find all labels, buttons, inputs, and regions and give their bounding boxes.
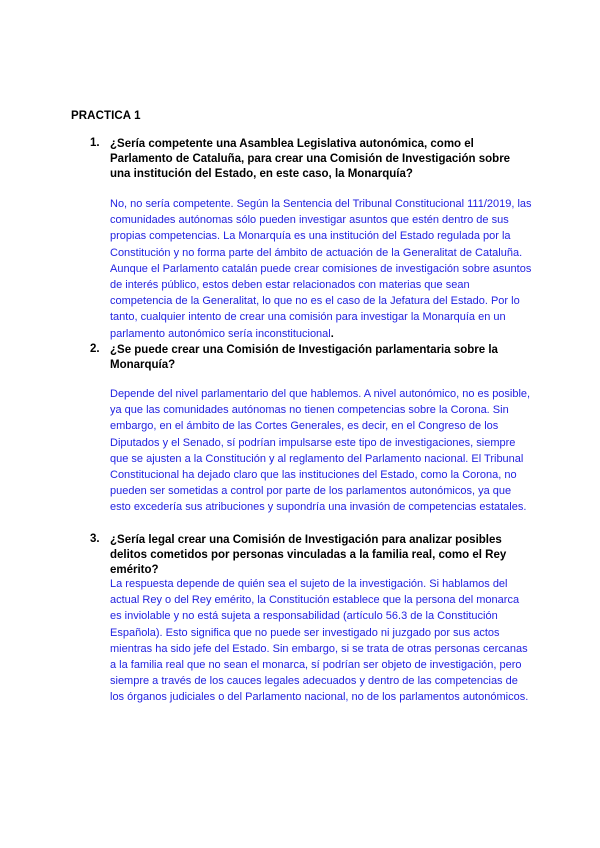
question-number: 1. <box>90 137 100 149</box>
answer-final-period: . <box>330 327 334 340</box>
page-title: PRACTICA 1 <box>71 110 141 122</box>
question-text: ¿Sería legal crear una Comisión de Investigación para analizar posibles delitos cometidos por personas vinculadas a la familia real, como el Rey emérito? <box>110 534 507 577</box>
answer-body: Depende del nivel parlamentario del que hablemos. A nivel autonómico, no es posible, ya que las comunidades autónomas no tienen competencias sobre la Corona. Sin embargo, en el ámbito de las Cortes Generales, es decir, en el Congreso de los Diputados y el Senado, sí podrían impulsarse este tipo de investigaciones, siempre que se ajusten a la Constitución y al reglamento del Parlamento nacional. El Tribunal Constitucional ha dejado claro que las instituciones del Estado, como la Corona, no pueden ser sometidas a control por parte de los parlamentos autonómicos, ya que esto excedería sus atribuciones y supondría una invasión de competencias estatales. <box>110 388 531 514</box>
question-text: ¿Se puede crear una Comisión de Investigación parlamentaria sobre la Monarquía? <box>110 344 498 372</box>
question-number: 2. <box>90 343 100 355</box>
answer-body: No, no sería competente. Según la Sentencia del Tribunal Constitucional 111/2019, las comunidades autónomas sólo pueden investigar asuntos que estén dentro de sus propias competencias. La Monarquía es una institución del Estado regulada por la Constitución y no forma parte del ámbito de actuación de la Generalitat de Cataluña. Aunque el Parlamento catalán puede crear comisiones de investigación sobre asuntos de interés público, estos deben estar relacionados con materias que sean competencia de la Generalitat, lo que no es el caso de la Jefatura del Estado. Por lo tanto, cualquier intento de crear una comisión para investigar la Monarquía en un parlamento autonómico sería inconstitucional <box>110 198 532 340</box>
answer-body: La respuesta depende de quién sea el sujeto de la investigación. Si hablamos del actual Rey o del Rey emérito, la Constitución establece que la persona del monarca es inviolable y no está sujeta a responsabilidad (artículo 56.3 de la Constitución Española). Esto significa que no puede ser investigado ni juzgado por sus actos mientras ha sido jefe del Estado. Sin embargo, si se trata de otras personas cercanas a la familia real que no sean el monarca, sí podrían ser objeto de investigación, pero siempre a través de los cauces legales adecuados y dentro de las competencias de los órganos judiciales o del Parlamento nacional, no de los parlamentos autonómicos. <box>110 578 529 704</box>
question-number: 3. <box>90 533 100 545</box>
answer-text-2 <box>110 386 532 516</box>
answer-text-1 <box>110 196 532 342</box>
question-text: ¿Sería competente una Asamblea Legislativa autonómica, como el Parlamento de Cataluña, para crear una Comisión de Investigación sobre una institución del Estado, en este caso, la Monarquía? <box>110 138 511 181</box>
answer-text-3 <box>110 576 532 706</box>
